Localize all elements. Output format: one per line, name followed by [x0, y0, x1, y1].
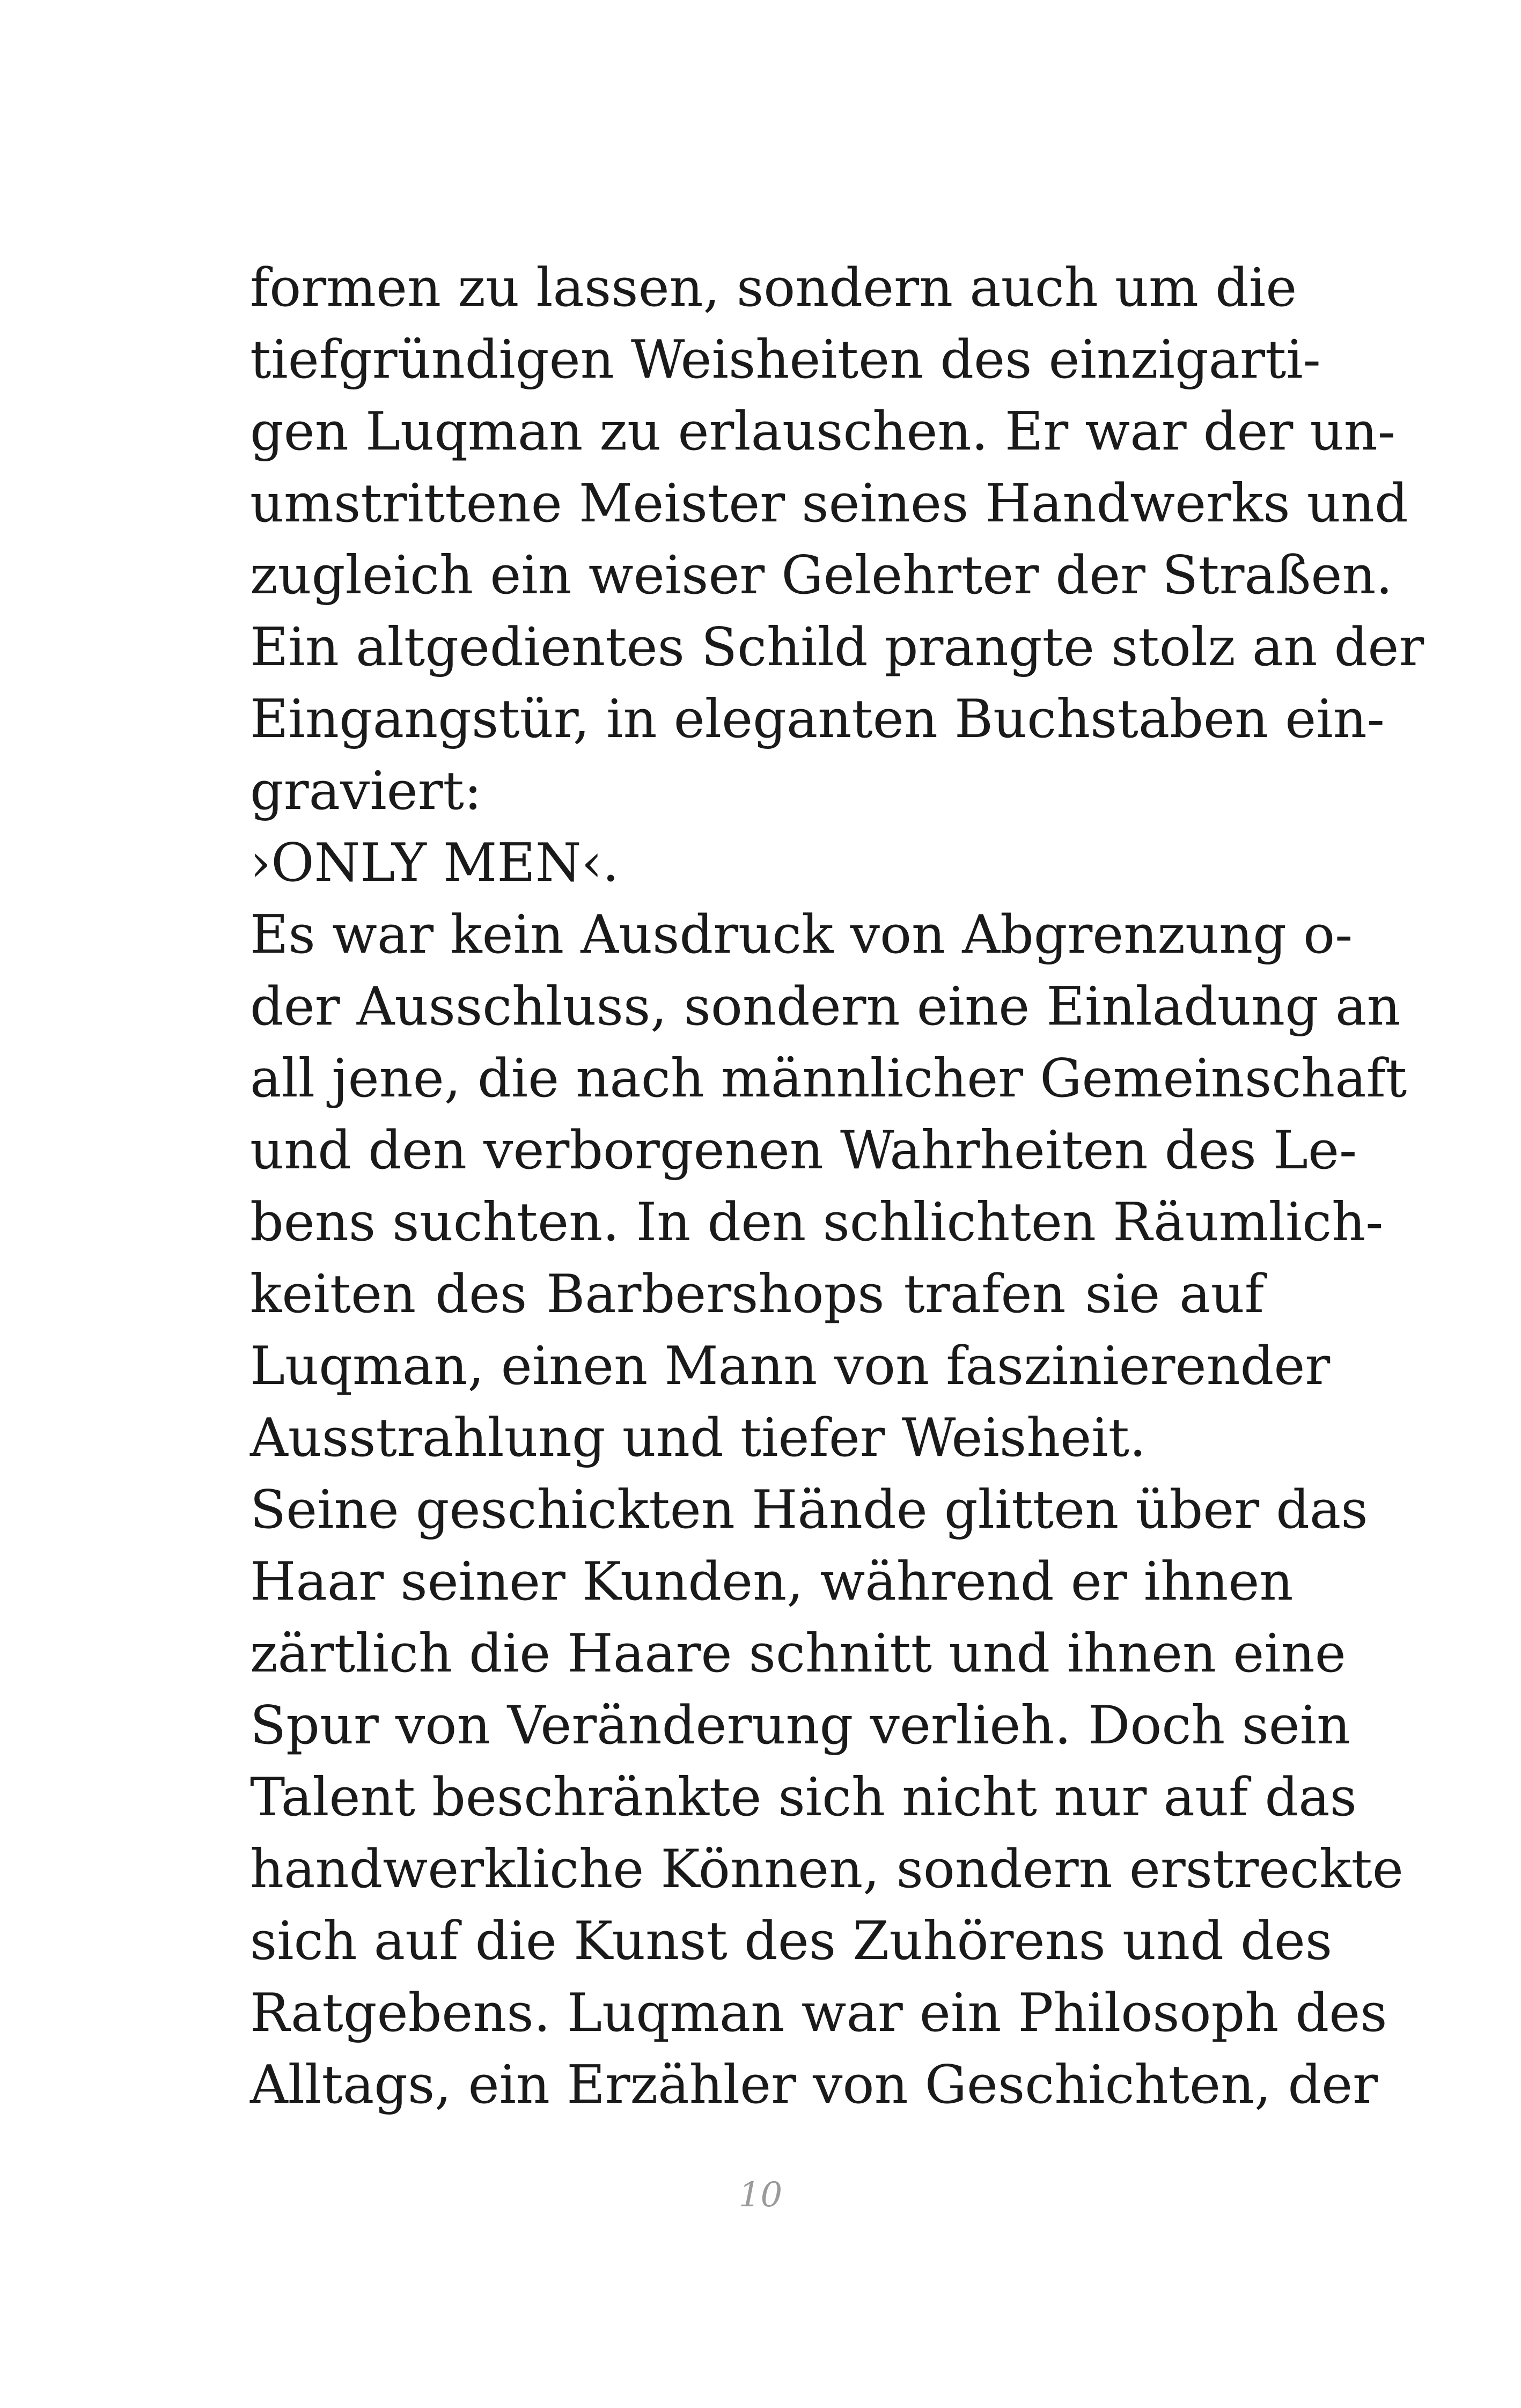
text-line: Seine geschickten Hände glitten über das [250, 1479, 1368, 1541]
text-line: ›ONLY MEN‹. [250, 833, 619, 894]
text-line: bens suchten. In den schlichten Räumlich- [250, 1192, 1384, 1253]
text-line: Ratgebens. Luqman war ein Philosoph des [250, 1983, 1387, 2044]
text-line: zärtlich die Haare schnitt und ihnen eine [250, 1623, 1346, 1684]
text-line: zugleich ein weiser Gelehrter der Straßen. [250, 545, 1393, 606]
text-line: graviert: [250, 761, 482, 822]
text-line: Haar seiner Kunden, während er ihnen [250, 1551, 1294, 1612]
page-number: 10 [738, 2175, 783, 2215]
text-line: tiefgründigen Weisheiten des einzigarti- [250, 329, 1321, 391]
text-line: keiten des Barbershops trafen sie auf [250, 1264, 1264, 1325]
text-line: Talent beschränkte sich nicht nur auf das [250, 1767, 1357, 1828]
text-line: Luqman, einen Mann von faszinierender [250, 1336, 1331, 1397]
text-line: Ein altgedientes Schild prangte stolz an der [250, 617, 1424, 678]
text-line: gen Luqman zu erlauschen. Er war der un- [250, 401, 1395, 462]
text-line: handwerkliche Können, sondern erstreckte [250, 1839, 1404, 1900]
text-line: und den verborgenen Wahrheiten des Le- [250, 1120, 1357, 1181]
body-text [250, 252, 1424, 2121]
text-line: Ausstrahlung und tiefer Weisheit. [250, 1408, 1147, 1469]
text-line: umstrittene Meister seines Handwerks und [250, 473, 1408, 534]
text-line: formen zu lassen, sondern auch um die [250, 257, 1297, 319]
text-line: Spur von Veränderung verlieh. Doch sein [250, 1695, 1351, 1756]
text-line: sich auf die Kunst des Zuhörens und des [250, 1911, 1333, 1972]
text-line: all jene, die nach männlicher Gemeinschaft [250, 1048, 1407, 1109]
text-line: der Ausschluss, sondern eine Einladung an [250, 976, 1401, 1037]
text-line: Eingangstür, in eleganten Buchstaben ein- [250, 689, 1385, 750]
text-line: Alltags, ein Erzähler von Geschichten, der [250, 2054, 1378, 2116]
text-line: Es war kein Ausdruck von Abgrenzung o- [250, 904, 1353, 966]
